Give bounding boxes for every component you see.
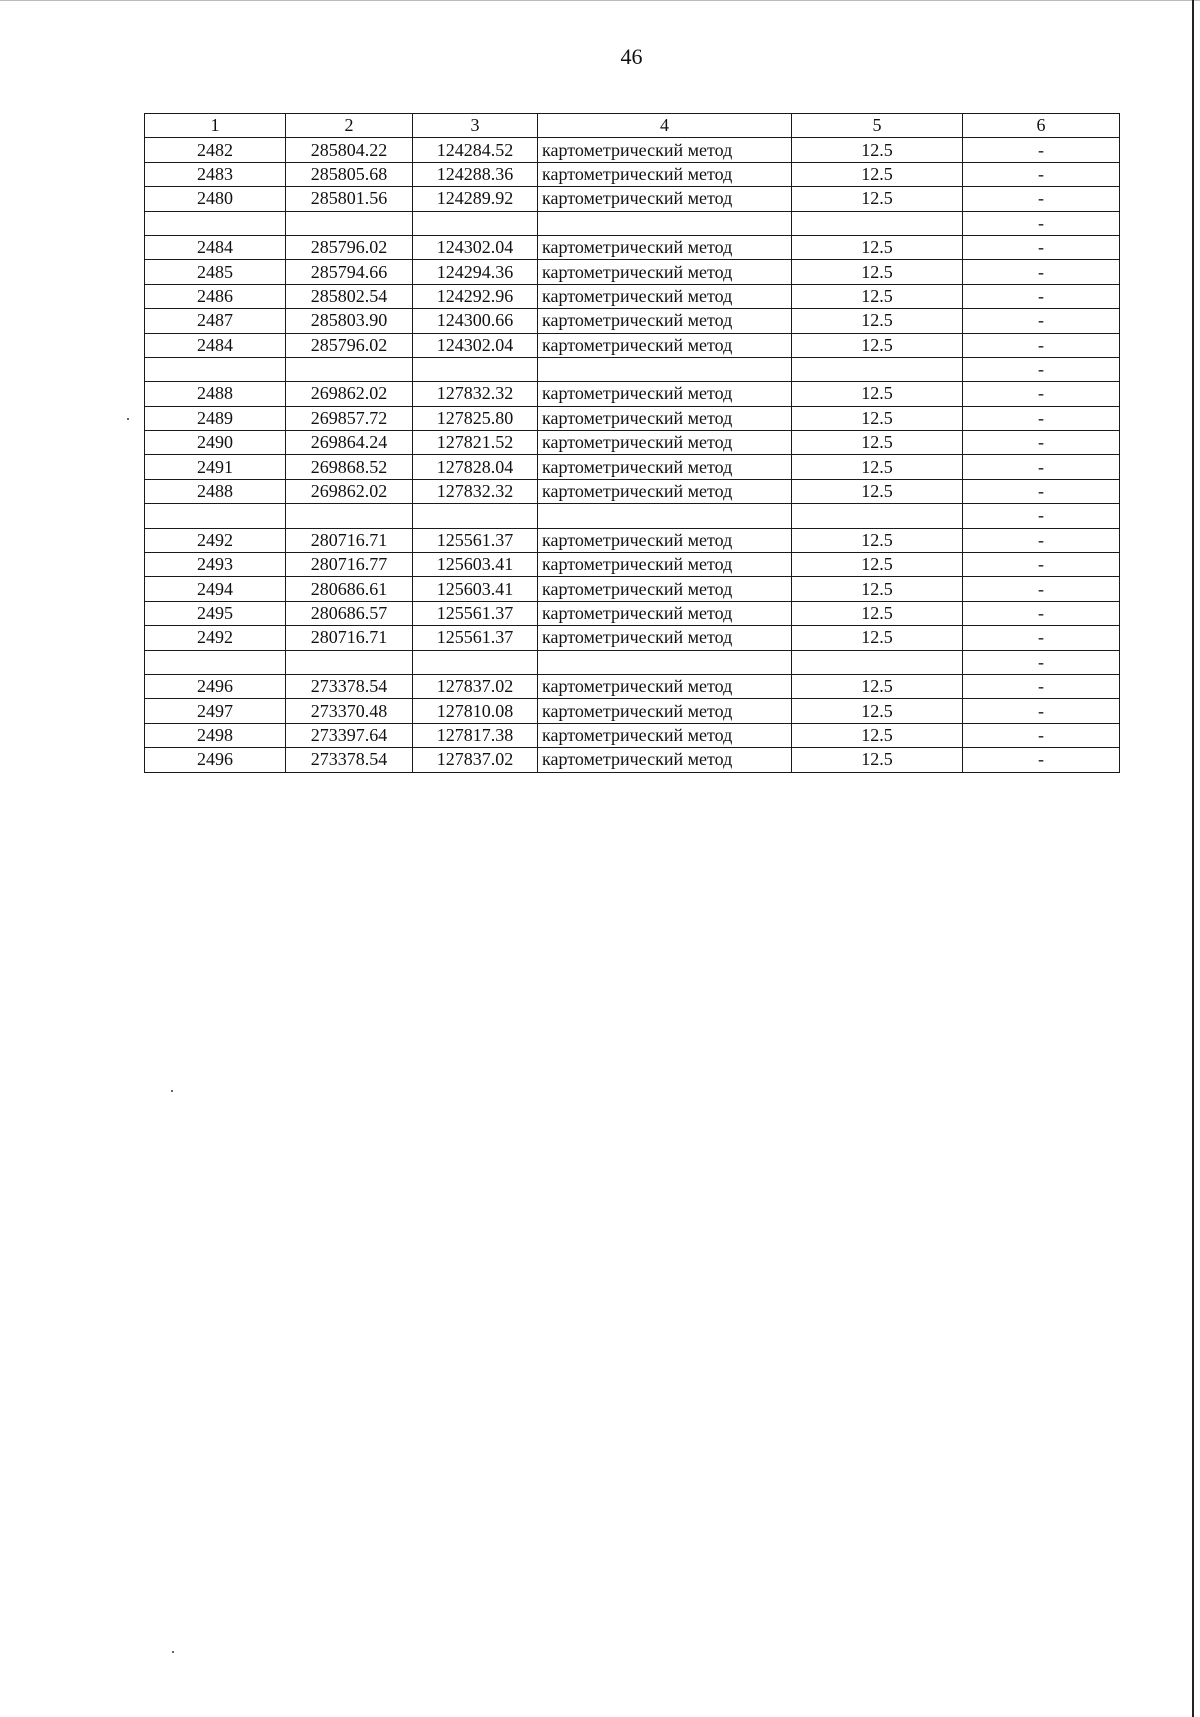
cell-accuracy bbox=[792, 211, 963, 235]
cell-point-number: 2482 bbox=[145, 138, 286, 162]
cell-method bbox=[538, 504, 792, 528]
cell-coord-y: 125561.37 bbox=[413, 528, 538, 552]
cell-coord-y: 127837.02 bbox=[413, 674, 538, 698]
cell-coord-y bbox=[413, 357, 538, 381]
column-header-4: 4 bbox=[538, 114, 792, 138]
cell-method: картометрический метод bbox=[538, 699, 792, 723]
cell-coord-x: 273397.64 bbox=[286, 723, 413, 747]
cell-method: картометрический метод bbox=[538, 674, 792, 698]
cell-accuracy: 12.5 bbox=[792, 333, 963, 357]
table-header-row bbox=[145, 114, 1120, 138]
cell-point-number: 2496 bbox=[145, 674, 286, 698]
cell-accuracy bbox=[792, 504, 963, 528]
cell-coord-x: 280686.57 bbox=[286, 601, 413, 625]
cell-note: - bbox=[963, 553, 1120, 577]
cell-coord-x bbox=[286, 357, 413, 381]
cell-accuracy: 12.5 bbox=[792, 748, 963, 772]
cell-coord-y: 127832.32 bbox=[413, 382, 538, 406]
cell-method bbox=[538, 650, 792, 674]
table-row bbox=[145, 309, 1120, 333]
table-row bbox=[145, 528, 1120, 552]
cell-method: картометрический метод bbox=[538, 601, 792, 625]
cell-point-number: 2494 bbox=[145, 577, 286, 601]
cell-method: картометрический метод bbox=[538, 333, 792, 357]
cell-point-number: 2480 bbox=[145, 187, 286, 211]
table-row bbox=[145, 699, 1120, 723]
cell-coord-y: 124289.92 bbox=[413, 187, 538, 211]
cell-note: - bbox=[963, 284, 1120, 308]
cell-note: - bbox=[963, 504, 1120, 528]
cell-accuracy: 12.5 bbox=[792, 284, 963, 308]
cell-coord-y: 127828.04 bbox=[413, 455, 538, 479]
cell-note: - bbox=[963, 479, 1120, 503]
table-row bbox=[145, 723, 1120, 747]
cell-method: картометрический метод bbox=[538, 162, 792, 186]
cell-coord-x bbox=[286, 650, 413, 674]
cell-coord-x: 273370.48 bbox=[286, 699, 413, 723]
cell-note: - bbox=[963, 699, 1120, 723]
cell-coord-y bbox=[413, 211, 538, 235]
cell-point-number: 2489 bbox=[145, 406, 286, 430]
cell-coord-x: 280716.77 bbox=[286, 553, 413, 577]
cell-method: картометрический метод bbox=[538, 528, 792, 552]
page-top-edge bbox=[0, 0, 1200, 1]
table-row bbox=[145, 748, 1120, 772]
cell-coord-y: 125603.41 bbox=[413, 577, 538, 601]
cell-accuracy: 12.5 bbox=[792, 626, 963, 650]
table-row bbox=[145, 211, 1120, 235]
table-row bbox=[145, 504, 1120, 528]
table-row bbox=[145, 162, 1120, 186]
cell-accuracy: 12.5 bbox=[792, 431, 963, 455]
cell-method: картометрический метод bbox=[538, 406, 792, 430]
table-row bbox=[145, 235, 1120, 259]
cell-coord-x: 269868.52 bbox=[286, 455, 413, 479]
table-body bbox=[145, 138, 1120, 772]
cell-point-number: 2496 bbox=[145, 748, 286, 772]
cell-coord-y: 124302.04 bbox=[413, 333, 538, 357]
cell-accuracy: 12.5 bbox=[792, 406, 963, 430]
cell-note: - bbox=[963, 406, 1120, 430]
cell-coord-x: 273378.54 bbox=[286, 748, 413, 772]
cell-note: - bbox=[963, 577, 1120, 601]
cell-accuracy: 12.5 bbox=[792, 528, 963, 552]
cell-note: - bbox=[963, 162, 1120, 186]
cell-method: картометрический метод bbox=[538, 431, 792, 455]
cell-coord-x bbox=[286, 504, 413, 528]
cell-note: - bbox=[963, 333, 1120, 357]
page-number: 46 bbox=[620, 44, 643, 69]
cell-point-number bbox=[145, 504, 286, 528]
cell-accuracy: 12.5 bbox=[792, 699, 963, 723]
cell-coord-x: 285796.02 bbox=[286, 235, 413, 259]
cell-method: картометрический метод bbox=[538, 455, 792, 479]
cell-note: - bbox=[963, 260, 1120, 284]
cell-accuracy: 12.5 bbox=[792, 309, 963, 333]
cell-accuracy: 12.5 bbox=[792, 162, 963, 186]
cell-coord-y: 125603.41 bbox=[413, 553, 538, 577]
coordinates-table bbox=[144, 113, 1120, 773]
cell-coord-y: 124302.04 bbox=[413, 235, 538, 259]
cell-coord-x: 269857.72 bbox=[286, 406, 413, 430]
cell-note: - bbox=[963, 309, 1120, 333]
column-header-2: 2 bbox=[286, 114, 413, 138]
cell-note: - bbox=[963, 187, 1120, 211]
cell-accuracy bbox=[792, 357, 963, 381]
cell-point-number: 2497 bbox=[145, 699, 286, 723]
cell-accuracy: 12.5 bbox=[792, 601, 963, 625]
cell-coord-x: 285801.56 bbox=[286, 187, 413, 211]
cell-coord-y: 127810.08 bbox=[413, 699, 538, 723]
cell-point-number: 2488 bbox=[145, 479, 286, 503]
cell-coord-x: 280716.71 bbox=[286, 528, 413, 552]
cell-coord-y: 127832.32 bbox=[413, 479, 538, 503]
cell-method: картометрический метод bbox=[538, 553, 792, 577]
table-row bbox=[145, 431, 1120, 455]
cell-method: картометрический метод bbox=[538, 138, 792, 162]
cell-point-number: 2491 bbox=[145, 455, 286, 479]
cell-method: картометрический метод bbox=[538, 748, 792, 772]
cell-note: - bbox=[963, 235, 1120, 259]
cell-note: - bbox=[963, 382, 1120, 406]
cell-coord-y: 127821.52 bbox=[413, 431, 538, 455]
cell-accuracy: 12.5 bbox=[792, 235, 963, 259]
cell-point-number: 2493 bbox=[145, 553, 286, 577]
cell-point-number: 2492 bbox=[145, 626, 286, 650]
cell-note: - bbox=[963, 626, 1120, 650]
cell-coord-y bbox=[413, 650, 538, 674]
table-row bbox=[145, 284, 1120, 308]
cell-method bbox=[538, 357, 792, 381]
cell-method bbox=[538, 211, 792, 235]
cell-note: - bbox=[963, 674, 1120, 698]
cell-point-number bbox=[145, 357, 286, 381]
cell-note: - bbox=[963, 211, 1120, 235]
cell-method: картометрический метод bbox=[538, 626, 792, 650]
scan-speck bbox=[171, 1090, 173, 1092]
cell-note: - bbox=[963, 138, 1120, 162]
cell-coord-y bbox=[413, 504, 538, 528]
cell-note: - bbox=[963, 723, 1120, 747]
cell-accuracy: 12.5 bbox=[792, 138, 963, 162]
cell-note: - bbox=[963, 357, 1120, 381]
table-row bbox=[145, 382, 1120, 406]
cell-point-number: 2490 bbox=[145, 431, 286, 455]
cell-coord-x: 273378.54 bbox=[286, 674, 413, 698]
cell-coord-y: 124294.36 bbox=[413, 260, 538, 284]
cell-accuracy: 12.5 bbox=[792, 187, 963, 211]
cell-method: картометрический метод bbox=[538, 235, 792, 259]
scan-speck bbox=[127, 418, 129, 420]
cell-coord-x: 285794.66 bbox=[286, 260, 413, 284]
table-row bbox=[145, 553, 1120, 577]
cell-point-number: 2484 bbox=[145, 235, 286, 259]
cell-coord-x: 285796.02 bbox=[286, 333, 413, 357]
cell-note: - bbox=[963, 650, 1120, 674]
cell-method: картометрический метод bbox=[538, 309, 792, 333]
cell-point-number: 2498 bbox=[145, 723, 286, 747]
cell-coord-y: 125561.37 bbox=[413, 601, 538, 625]
cell-point-number bbox=[145, 650, 286, 674]
cell-coord-y: 124288.36 bbox=[413, 162, 538, 186]
cell-coord-x: 285805.68 bbox=[286, 162, 413, 186]
cell-accuracy: 12.5 bbox=[792, 674, 963, 698]
table-row bbox=[145, 187, 1120, 211]
cell-accuracy: 12.5 bbox=[792, 479, 963, 503]
table-row bbox=[145, 479, 1120, 503]
column-header-6: 6 bbox=[963, 114, 1120, 138]
cell-coord-x: 285802.54 bbox=[286, 284, 413, 308]
table-row bbox=[145, 357, 1120, 381]
cell-accuracy: 12.5 bbox=[792, 260, 963, 284]
cell-coord-x: 285803.90 bbox=[286, 309, 413, 333]
cell-coord-y: 127825.80 bbox=[413, 406, 538, 430]
cell-accuracy bbox=[792, 650, 963, 674]
cell-point-number: 2487 bbox=[145, 309, 286, 333]
cell-accuracy: 12.5 bbox=[792, 455, 963, 479]
table-row bbox=[145, 333, 1120, 357]
table-row bbox=[145, 406, 1120, 430]
cell-note: - bbox=[963, 601, 1120, 625]
table-row bbox=[145, 626, 1120, 650]
cell-note: - bbox=[963, 455, 1120, 479]
cell-method: картометрический метод bbox=[538, 382, 792, 406]
table-row bbox=[145, 674, 1120, 698]
cell-point-number bbox=[145, 211, 286, 235]
column-header-3: 3 bbox=[413, 114, 538, 138]
cell-coord-y: 127837.02 bbox=[413, 748, 538, 772]
page-right-edge bbox=[1192, 0, 1194, 1717]
cell-method: картометрический метод bbox=[538, 284, 792, 308]
cell-coord-x: 269862.02 bbox=[286, 479, 413, 503]
cell-accuracy: 12.5 bbox=[792, 553, 963, 577]
cell-point-number: 2484 bbox=[145, 333, 286, 357]
cell-method: картометрический метод bbox=[538, 577, 792, 601]
table-row bbox=[145, 138, 1120, 162]
table-row bbox=[145, 650, 1120, 674]
column-header-5: 5 bbox=[792, 114, 963, 138]
column-header-1: 1 bbox=[145, 114, 286, 138]
cell-coord-x: 269864.24 bbox=[286, 431, 413, 455]
cell-method: картометрический метод bbox=[538, 187, 792, 211]
table-row bbox=[145, 577, 1120, 601]
cell-method: картометрический метод bbox=[538, 479, 792, 503]
cell-point-number: 2488 bbox=[145, 382, 286, 406]
cell-point-number: 2485 bbox=[145, 260, 286, 284]
cell-point-number: 2492 bbox=[145, 528, 286, 552]
cell-note: - bbox=[963, 528, 1120, 552]
table-row bbox=[145, 260, 1120, 284]
cell-coord-x: 280686.61 bbox=[286, 577, 413, 601]
cell-coord-y: 124292.96 bbox=[413, 284, 538, 308]
cell-coord-x: 269862.02 bbox=[286, 382, 413, 406]
cell-accuracy: 12.5 bbox=[792, 382, 963, 406]
cell-coord-y: 124284.52 bbox=[413, 138, 538, 162]
table-row bbox=[145, 455, 1120, 479]
cell-coord-x: 280716.71 bbox=[286, 626, 413, 650]
cell-note: - bbox=[963, 431, 1120, 455]
cell-note: - bbox=[963, 748, 1120, 772]
cell-point-number: 2495 bbox=[145, 601, 286, 625]
cell-method: картометрический метод bbox=[538, 260, 792, 284]
cell-coord-y: 125561.37 bbox=[413, 626, 538, 650]
cell-point-number: 2483 bbox=[145, 162, 286, 186]
cell-point-number: 2486 bbox=[145, 284, 286, 308]
cell-coord-y: 127817.38 bbox=[413, 723, 538, 747]
cell-coord-y: 124300.66 bbox=[413, 309, 538, 333]
cell-method: картометрический метод bbox=[538, 723, 792, 747]
cell-accuracy: 12.5 bbox=[792, 723, 963, 747]
scan-speck bbox=[172, 1651, 174, 1653]
cell-coord-x: 285804.22 bbox=[286, 138, 413, 162]
cell-coord-x bbox=[286, 211, 413, 235]
cell-accuracy: 12.5 bbox=[792, 577, 963, 601]
table-row bbox=[145, 601, 1120, 625]
